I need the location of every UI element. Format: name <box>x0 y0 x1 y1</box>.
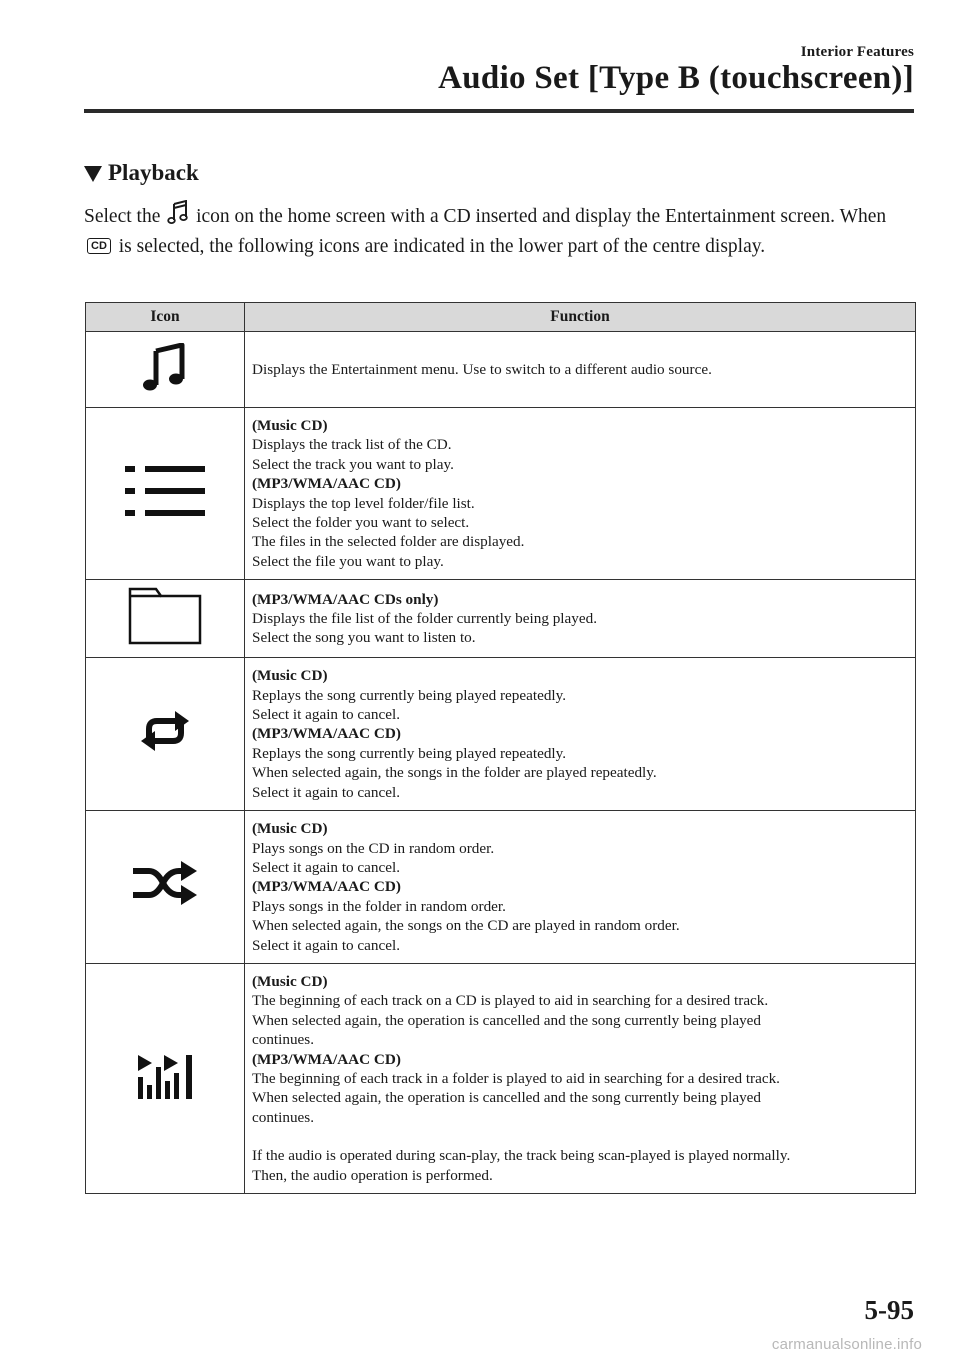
function-text: Displays the top level folder/file list. <box>252 494 475 512</box>
function-subheading: (MP3/WMA/AAC CD) <box>252 725 401 743</box>
list-icon <box>125 503 205 520</box>
icon-function-table <box>85 302 916 1194</box>
chapter-label: Interior Features <box>800 44 914 60</box>
function-subheading: (MP3/WMA/AAC CD) <box>252 1050 401 1068</box>
function-subheading: (MP3/WMA/AAC CD) <box>252 475 401 493</box>
icon-cell <box>86 580 245 658</box>
icon-cell <box>86 658 245 811</box>
music-note-icon <box>141 378 189 395</box>
section-triangle-icon <box>84 166 102 182</box>
function-cell <box>245 963 916 1193</box>
icon-cell <box>86 408 245 580</box>
function-cell <box>245 408 916 580</box>
function-text: Plays songs on the CD in random order. <box>252 839 495 857</box>
header-function: Function <box>245 303 916 332</box>
icon-cell <box>86 811 245 964</box>
function-text: Select the track you want to play. <box>252 455 454 473</box>
function-cell <box>245 580 916 658</box>
cd-badge-icon: CD <box>87 238 111 254</box>
table-row <box>86 580 916 658</box>
function-cell <box>245 332 916 408</box>
watermark: carmanualsonline.info <box>771 1336 922 1353</box>
intro-part1: Select the <box>84 206 161 227</box>
function-text: Select it again to cancel. <box>252 783 401 801</box>
table-header-row <box>86 303 916 332</box>
page-number: 5-95 <box>864 1295 914 1325</box>
table-row <box>86 963 916 1193</box>
function-subheading: (Music CD) <box>252 417 328 434</box>
section-title <box>84 160 199 186</box>
page-title: Audio Set [Type B (touchscreen)] <box>438 60 914 96</box>
header-icon: Icon <box>86 303 245 332</box>
function-text: When selected again, the songs in the folder are played repeatedly. <box>252 764 657 782</box>
function-text: Displays the Entertainment menu. Use to switch to a different audio source. <box>252 360 712 378</box>
function-text: Displays the file list of the folder currently being played. <box>252 610 597 628</box>
function-text: When selected again, the songs on the CD are played in random order. <box>252 917 680 935</box>
table-row <box>86 408 916 580</box>
function-text: When selected again, the operation is cancelled and the song currently being played <box>252 1089 762 1107</box>
table-row <box>86 811 916 964</box>
repeat-icon <box>135 740 195 757</box>
function-text: When selected again, the operation is cancelled and the song currently being played <box>252 1011 762 1029</box>
function-subheading: (MP3/WMA/AAC CD) <box>252 878 401 896</box>
function-subheading: (Music CD) <box>252 972 328 990</box>
icon-cell <box>86 332 245 408</box>
function-subheading: (Music CD) <box>252 667 328 685</box>
function-text: If the audio is operated during scan-play, the track being scan-played is played normally. <box>252 1147 791 1165</box>
function-cell <box>245 811 916 964</box>
inline-music-note-icon <box>167 200 189 234</box>
function-text: Displays the track list of the CD. <box>252 436 452 454</box>
function-cell <box>245 658 916 811</box>
function-text: Select it again to cancel. <box>252 706 401 724</box>
intro-part2: icon on the home screen with a CD inserted and display the Entertainment screen. When <box>196 206 887 227</box>
scan-icon <box>136 1086 194 1103</box>
intro-part3: is selected, the following icons are indicated in the lower part of the centre display. <box>118 236 766 257</box>
function-text: The beginning of each track on a CD is played to aid in searching for a desired track. <box>252 992 769 1010</box>
function-text: Select the file you want to play. <box>252 552 444 570</box>
intro-paragraph <box>84 200 916 260</box>
function-text: Select it again to cancel. <box>252 858 401 876</box>
function-text: The beginning of each track in a folder is played to aid in searching for a desired track. <box>252 1069 780 1087</box>
line-gap <box>252 1127 908 1146</box>
shuffle-icon <box>131 894 199 911</box>
function-text: Replays the song currently being played repeatedly. <box>252 686 567 704</box>
table-row <box>86 332 916 408</box>
function-text: Select the folder you want to select. <box>252 514 470 532</box>
function-text: Select the song you want to listen to. <box>252 629 476 647</box>
function-text: continues. <box>252 1031 315 1049</box>
header-rule <box>84 109 914 113</box>
function-subheading: (Music CD) <box>252 820 328 838</box>
function-subheading: (MP3/WMA/AAC CDs only) <box>252 590 439 608</box>
function-text: The files in the selected folder are displayed. <box>252 533 525 551</box>
function-text: Plays songs in the folder in random order. <box>252 897 506 915</box>
icon-cell <box>86 963 245 1193</box>
folder-icon <box>128 632 202 649</box>
function-text: Replays the song currently being played repeatedly. <box>252 744 567 762</box>
function-text: continues. <box>252 1108 315 1126</box>
table-row <box>86 658 916 811</box>
function-text: Select it again to cancel. <box>252 936 401 954</box>
function-text: Then, the audio operation is performed. <box>252 1166 493 1184</box>
section-title-text: Playback <box>108 160 199 185</box>
